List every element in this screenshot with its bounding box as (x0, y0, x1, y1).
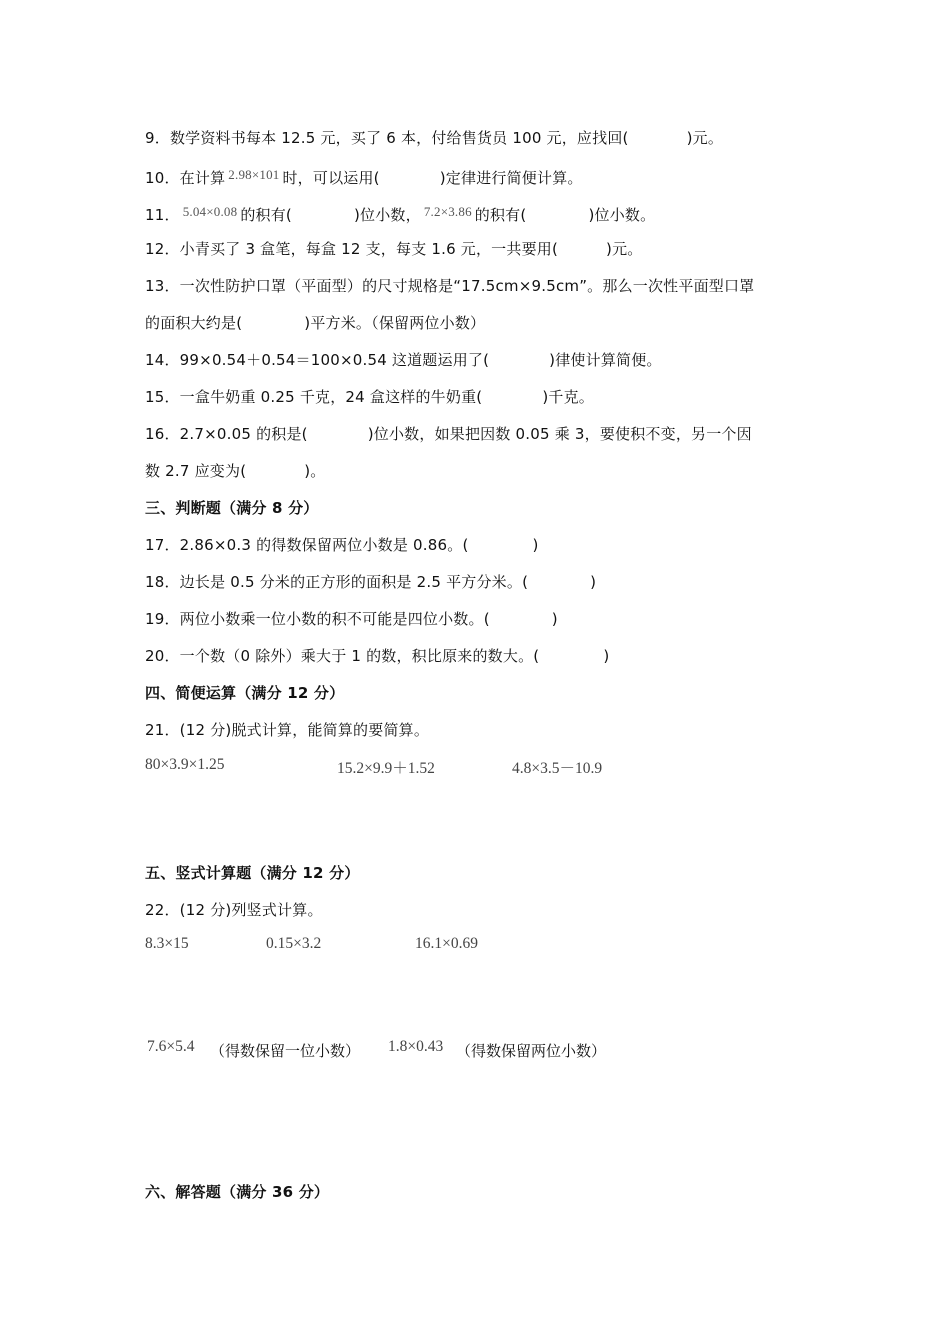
question-10: 10．在计算 2.98×101 时，可以运用( )定律进行简便计算。 (145, 167, 583, 187)
question-18: 18．边长是 0.5 分米的正方形的面积是 2.5 平方分米。( ) (145, 573, 597, 591)
vertical-expression-1: 8.3×15 (145, 935, 189, 952)
question-20: 20．一个数（0 除外）乘大于 1 的数，积比原来的数大。( ) (145, 647, 610, 665)
question-11: 11． 5.04×0.08 的积有( )位小数， 7.2×3.86 的积有( )位小数。 (145, 204, 656, 224)
section-heading-word-problems: 六、解答题（满分 36 分） (145, 1183, 330, 1201)
section-heading-judgement: 三、判断题（满分 8 分） (145, 499, 319, 517)
question-19: 19．两位小数乘一位小数的积不可能是四位小数。( ) (145, 610, 558, 628)
question-13-line-1: 13．一次性防护口罩（平面型）的尺寸规格是“17.5cm×9.5cm”。那么一次性平面型口罩 (145, 277, 755, 295)
formula-image: 5.04×0.08 (182, 204, 238, 219)
question-9: 9．数学资料书每本 12.5 元，买了 6 本，付给售货员 100 元，应找回( )元。 (145, 129, 724, 147)
formula-image: 2.98×101 (228, 167, 280, 182)
section-heading-simplified-calc: 四、简便运算（满分 12 分） (145, 684, 345, 702)
question-17: 17．2.86×0.3 的得数保留两位小数是 0.86。( ) (145, 536, 539, 554)
question-13-line-2: 的面积大约是( )平方米。（保留两位小数） (145, 314, 486, 332)
question-16-line-1: 16．2.7×0.05 的积是( )位小数，如果把因数 0.05 乘 3，要使积不变，另一个因 (145, 425, 752, 443)
expression-3: 4.8×3.5－10.9 (512, 760, 603, 777)
vertical-expression-4: 7.6×5.4 (147, 1038, 195, 1055)
vertical-expression-2: 0.15×3.2 (266, 935, 322, 952)
question-14: 14．99×0.54＋0.54＝100×0.54 这道题运用了( )律使计算简便。 (145, 351, 662, 369)
question-15: 15．一盒牛奶重 0.25 千克，24 盒这样的牛奶重( )千克。 (145, 388, 594, 406)
question-22: 22．(12 分)列竖式计算。 (145, 901, 323, 919)
question-12: 12．小青买了 3 盒笔，每盒 12 支，每支 1.6 元，一共要用( )元。 (145, 240, 643, 258)
rounding-note-1: （得数保留一位小数） (210, 1042, 361, 1060)
expression-1: 80×3.9×1.25 (145, 756, 225, 773)
question-21: 21．(12 分)脱式计算，能简算的要简算。 (145, 721, 430, 739)
rounding-note-2: （得数保留两位小数） (456, 1042, 607, 1060)
question-16-line-2: 数 2.7 应变为( )。 (145, 462, 326, 480)
vertical-expression-5: 1.8×0.43 (388, 1038, 444, 1055)
formula-image: 7.2×3.86 (423, 204, 472, 219)
section-heading-vertical-calc: 五、竖式计算题（满分 12 分） (145, 864, 360, 882)
vertical-expression-3: 16.1×0.69 (415, 935, 478, 952)
expression-2: 15.2×9.9＋1.52 (337, 760, 435, 777)
